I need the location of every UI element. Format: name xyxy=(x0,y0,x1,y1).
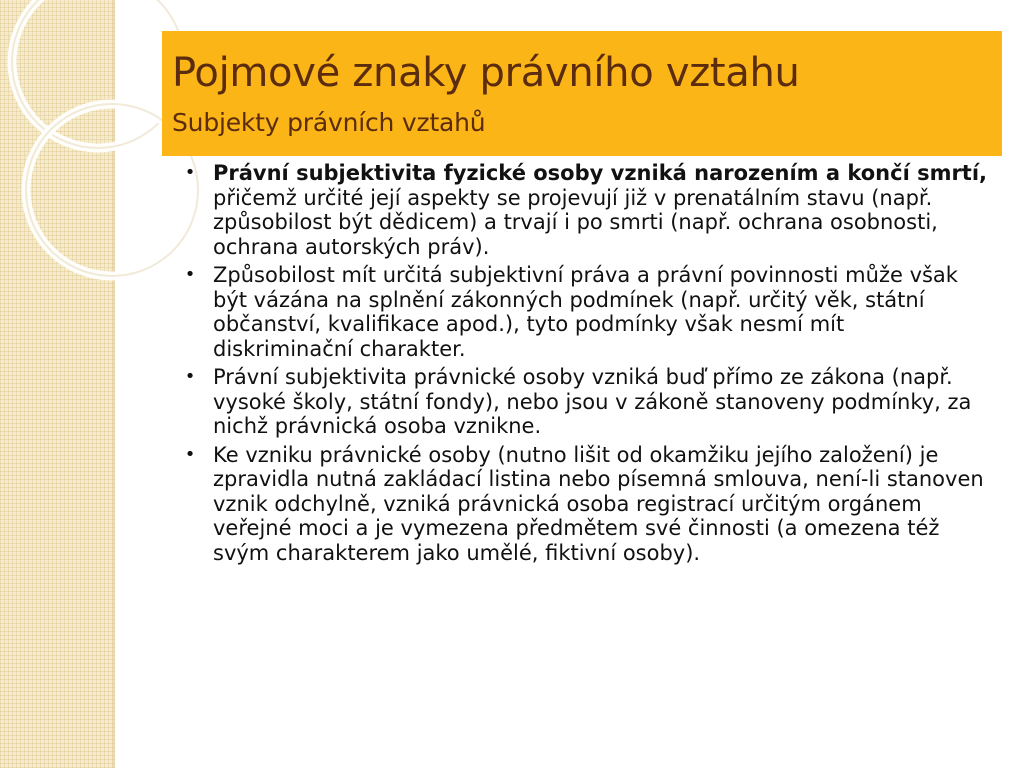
bullet-icon: • xyxy=(184,366,196,387)
bullet-icon: • xyxy=(184,162,196,183)
list-item xyxy=(180,161,988,259)
list-item xyxy=(180,443,988,566)
bullet-text: přičemž určité její aspekty se projevují již v prenatálním stavu (např. způsobilost být dědicem) a trvají i po smrti (např. ochrana osobnosti, ochrana autorských práv). xyxy=(213,185,938,259)
list-item xyxy=(180,365,988,439)
bullet-list xyxy=(180,161,988,569)
slide-subtitle: Subjekty právních vztahů xyxy=(172,108,486,137)
bullet-text: Způsobilost mít určitá subjektivní práva a právní povinnosti může však být vázána na splnění zákonných podmínek (např. určitý věk, státní občanství, kvalifikace apod.), tyto podmínky však nesmí mít diskriminační charakter. xyxy=(213,263,958,361)
bullet-text: Právní subjektivita právnické osoby vzniká buď přímo ze zákona (např. vysoké školy, státní fondy), nebo jsou v zákoně stanoveny podmínky, za nichž právnická osoba vznikne. xyxy=(213,365,972,438)
bullet-text: Ke vzniku právnické osoby (nutno lišit od okamžiku jejího založení) je zpravidla nutná zakládací listina nebo písemná smlouva, není-li stanoven vznik odchylně, vzniká právnická osoba registrací určitým orgánem veřejné moci a je vymezena předmětem své činnosti (a omezena též svým charakterem jako umělé, fiktivní osoby). xyxy=(213,442,984,565)
list-item xyxy=(180,263,988,361)
slide-title: Pojmové znaky právního vztahu xyxy=(172,50,800,96)
bullet-icon: • xyxy=(184,443,196,465)
bullet-bold-text: Právní subjektivita fyzické osoby vzniká narozením a končí smrtí, xyxy=(213,161,988,185)
bullet-icon: • xyxy=(184,264,196,285)
